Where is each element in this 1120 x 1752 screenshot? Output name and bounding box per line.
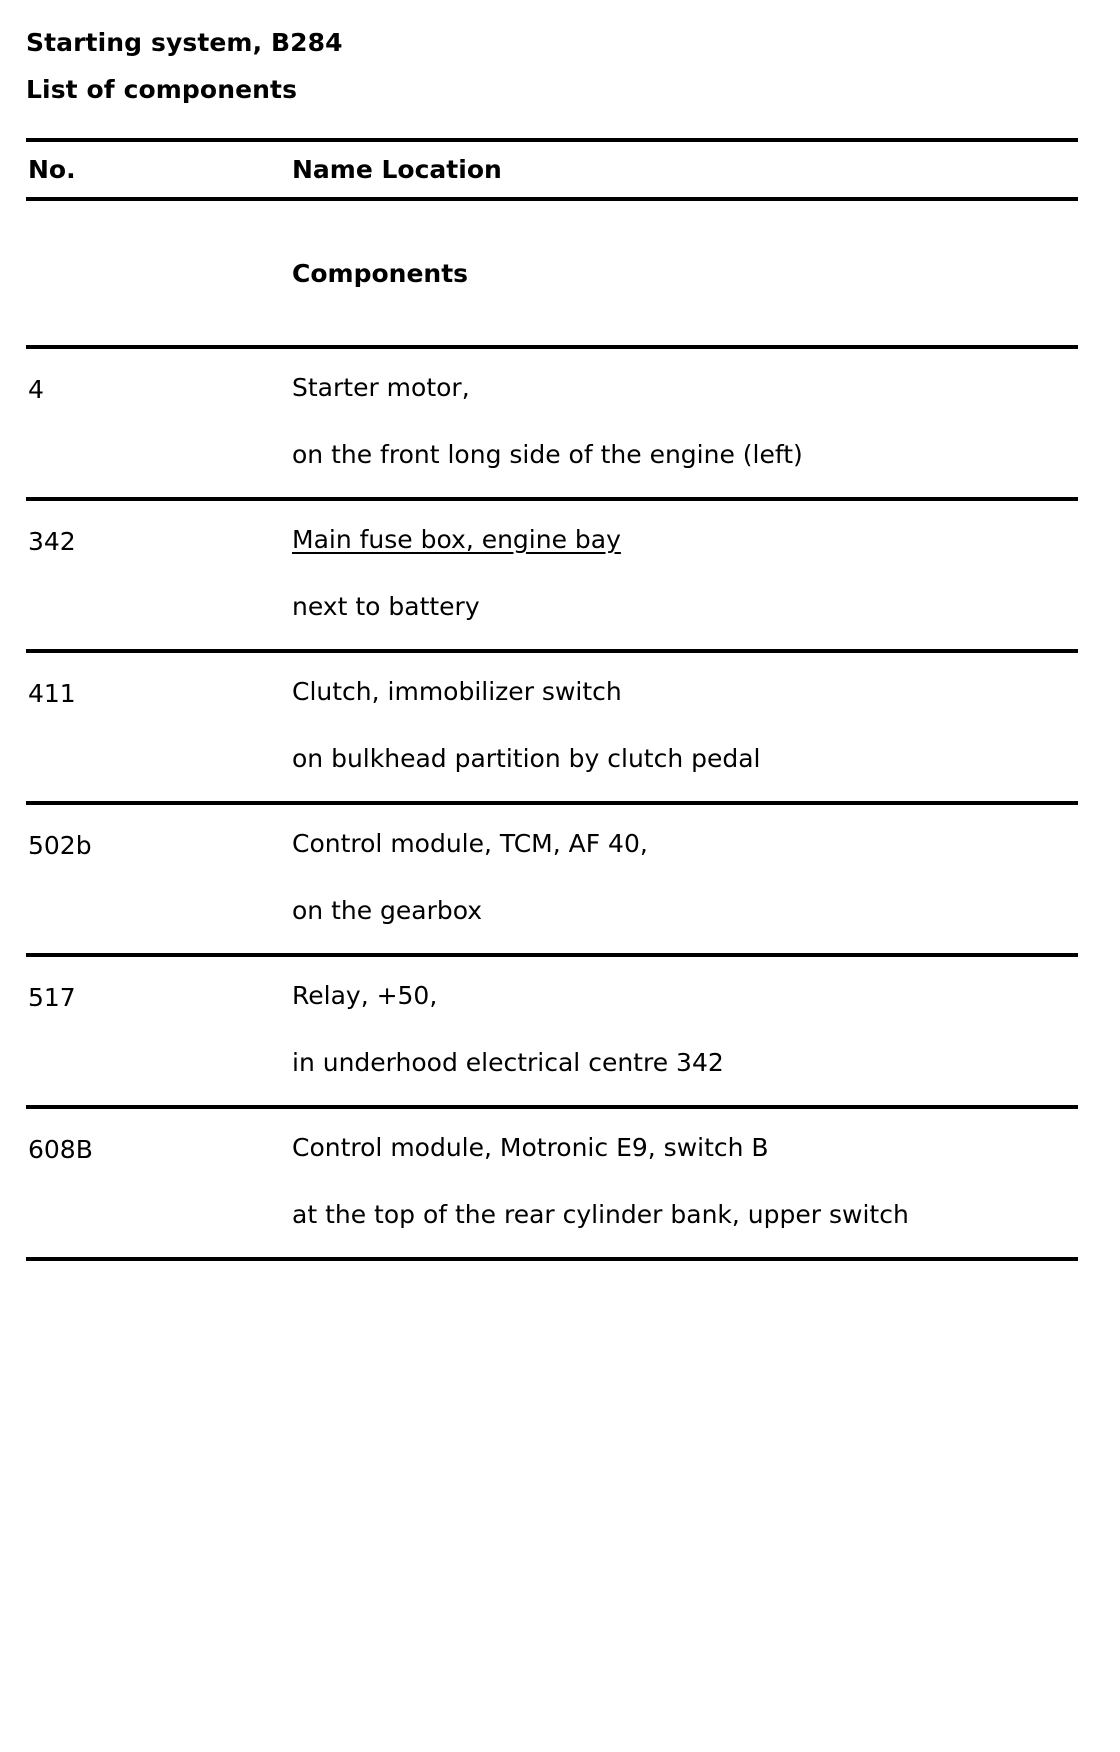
column-header-no: No. (26, 140, 288, 199)
row-location: on the front long side of the engine (left) (292, 440, 803, 469)
row-number: 517 (26, 955, 288, 1107)
row-location: next to battery (292, 592, 480, 621)
row-location: on the gearbox (292, 896, 483, 925)
title-block (26, 22, 1078, 102)
row-location: in underhood electrical centre 342 (292, 1048, 724, 1077)
row-name-location (288, 1107, 1078, 1259)
table-row (26, 347, 1078, 499)
row-number: 502b (26, 803, 288, 955)
page-title: Starting system, B284 (26, 28, 343, 57)
table-row (26, 499, 1078, 651)
row-name-location (288, 955, 1078, 1107)
row-name: Main fuse box, engine bay (292, 525, 621, 554)
table-row (26, 955, 1078, 1107)
row-name: Clutch, immobilizer switch (292, 677, 622, 706)
row-name: Starter motor, (292, 373, 470, 402)
row-number: 411 (26, 651, 288, 803)
row-name-location (288, 347, 1078, 499)
table-row (26, 651, 1078, 803)
section-label: Components (288, 199, 1078, 347)
row-name-location (288, 803, 1078, 955)
table-row (26, 1107, 1078, 1259)
row-location: on bulkhead partition by clutch pedal (292, 744, 761, 773)
row-number: 342 (26, 499, 288, 651)
column-header-name-location: Name Location (288, 140, 1078, 199)
table-header-row (26, 140, 1078, 199)
table-section-row (26, 199, 1078, 347)
row-name: Control module, Motronic E9, switch B (292, 1133, 769, 1162)
section-row-no (26, 199, 288, 347)
row-name: Control module, TCM, AF 40, (292, 829, 648, 858)
row-location: at the top of the rear cylinder bank, upper switch (292, 1200, 909, 1229)
table-row (26, 803, 1078, 955)
row-number: 608B (26, 1107, 288, 1259)
page-subtitle: List of components (26, 75, 298, 104)
row-name-location (288, 651, 1078, 803)
row-number: 4 (26, 347, 288, 499)
components-table (26, 138, 1078, 1261)
row-name: Relay, +50, (292, 981, 438, 1010)
row-name-location (288, 499, 1078, 651)
